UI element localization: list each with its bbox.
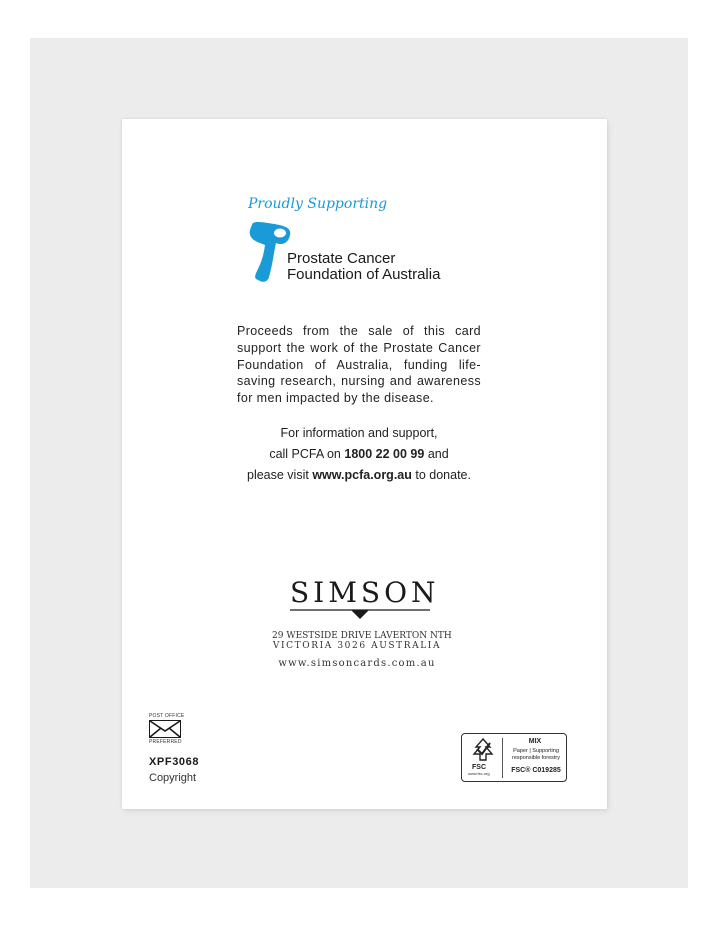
support-info [222,423,496,486]
org-name-line1: Prostate Cancer [287,250,396,267]
visit-prefix: please visit [247,468,309,482]
product-code: XPF3068 [149,756,200,768]
simson-logo: SIMSON [290,576,440,609]
address-line2: VICTORIA 3026 AUSTRALIA [272,641,442,651]
proceeds-paragraph: Proceeds from the sale of this card support the work of the Prostate Cancer Foundation of Australia, funding life-saving research, nursing and awareness for men impacted by the disease. [237,324,481,406]
post-office-label: POST OFFICE [149,713,185,719]
fsc-mark: FSC [472,764,486,771]
fsc-divider [502,738,503,778]
phone-number: 1800 22 00 99 [344,447,425,461]
fsc-certification-badge [461,733,567,782]
simson-logo-rule-icon [290,607,430,621]
address-line1: 29 WESTSIDE DRIVE LAVERTON NTH [272,631,452,641]
copyright-label: Copyright [149,772,197,784]
fsc-description [506,748,566,762]
envelope-icon [149,720,181,738]
simson-website: www.simsoncards.com.au [278,658,436,669]
fsc-tree-check-icon [468,738,498,766]
fsc-license-code: FSC® C019285 [511,767,561,774]
fsc-desc-line1: Paper | Supporting [513,748,559,754]
fsc-url: www.fsc.org [468,771,490,776]
proudly-supporting-heading: Proudly Supporting [248,196,388,212]
call-prefix: call PCFA on [269,447,341,461]
preferred-label: PREFERRED [149,739,182,745]
pcfa-org-name [287,251,440,283]
fsc-desc-line2: responsible forestry [512,755,560,761]
post-office-preferred-badge [149,713,183,745]
pcfa-website: www.pcfa.org.au [312,468,412,482]
visit-suffix: to donate. [415,468,471,482]
fsc-mix-label: MIX [528,738,542,745]
org-name-line2: Foundation of Australia [287,266,441,283]
greeting-card-back [122,119,607,809]
call-suffix: and [427,447,449,461]
info-line3 [222,465,496,486]
info-line2 [222,444,496,465]
company-address [272,631,452,651]
info-line1: For information and support, [280,426,438,440]
pcfa-ribbon-icon [246,221,292,283]
